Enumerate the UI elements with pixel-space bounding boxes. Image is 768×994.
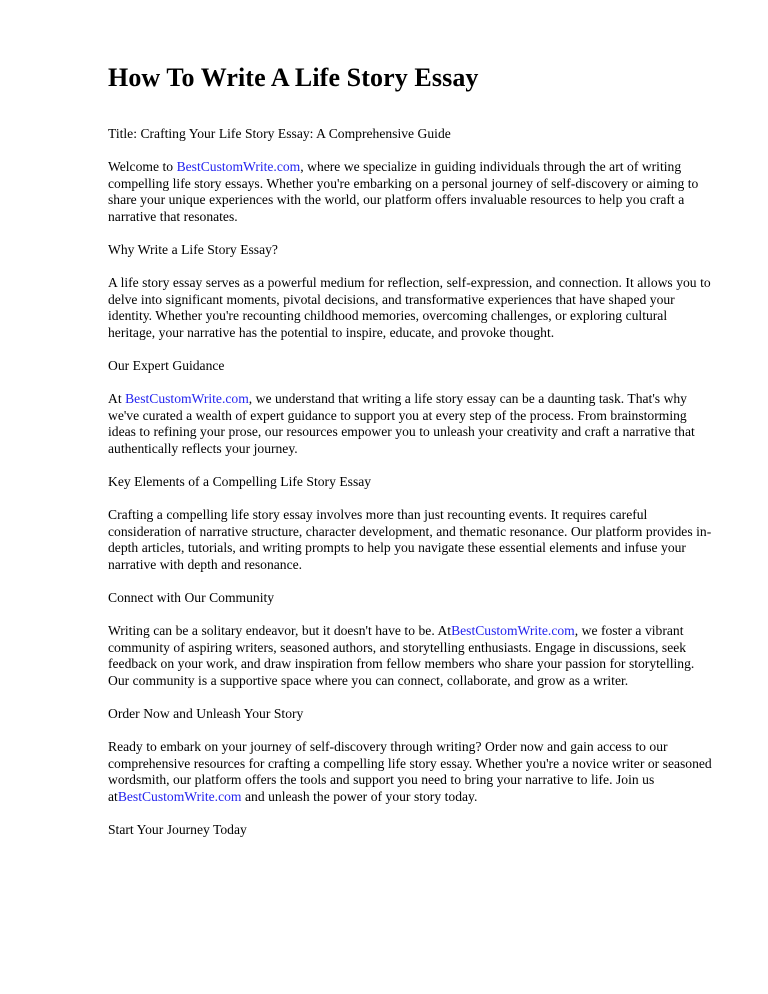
section-heading-start-journey: Start Your Journey Today	[108, 821, 247, 837]
community-text-before-link: Writing can be a solitary endeavor, but it doesn't have to be. At	[108, 622, 452, 638]
expert-guidance-paragraph	[108, 391, 714, 457]
section-heading-key-elements: Key Elements of a Compelling Life Story Essay	[108, 473, 372, 489]
order-now-paragraph	[108, 739, 714, 805]
intro-paragraph	[108, 159, 714, 225]
bestcustomwrite-link[interactable]: BestCustomWrite.com	[125, 391, 249, 407]
order-text-after-link: and unleash the power of your story today.	[241, 788, 478, 804]
guidance-text-after-link: , we understand that writing a life story essay can be a daunting task. That's why we've curated a wealth of expert guidance to support you at every step of the process. From brainstorming ideas to refining your prose, our resources empower you to unleash your creativity and craft a narrative that authentically reflects your journey.	[108, 391, 695, 456]
key-elements-paragraph: Crafting a compelling life story essay involves more than just recounting events. It requires careful consideration of narrative structure, character development, and thematic resonance. Our platform provides in-depth articles, tutorials, and writing prompts to help you navigate these essential elements and infuse your narrative with depth and resonance.	[108, 507, 712, 572]
section-heading-expert-guidance: Our Expert Guidance	[108, 357, 225, 373]
bestcustomwrite-link[interactable]: BestCustomWrite.com	[176, 159, 301, 175]
section-heading-community: Connect with Our Community	[108, 589, 275, 605]
section-heading-why-write: Why Write a Life Story Essay?	[108, 241, 278, 257]
order-text-before-link: Ready to embark on your journey of self-discovery through writing? Order now and gain access to our comprehensive resources for crafting a compelling life story essay. Whether you're a novice writer or seasoned wordsmith, our platform offers the tools and support you need to bring your narrative to life. Join us at	[108, 738, 712, 804]
section-heading-order-now: Order Now and Unleash Your Story	[108, 705, 304, 721]
subtitle-line: Title: Crafting Your Life Story Essay: A Comprehensive Guide	[108, 126, 451, 141]
intro-text-before-link: Welcome to	[108, 159, 177, 175]
bestcustomwrite-link[interactable]: BestCustomWrite.com	[451, 622, 575, 638]
community-text-after-link: , we foster a vibrant community of aspiring writers, seasoned authors, and storytelling enthusiasts. Engage in discussions, seek feedback on your work, and draw inspiration from fellow members who share your passion for storytelling. Our community is a supportive space where you can connect, collaborate, and grow as a writer.	[108, 622, 695, 688]
guidance-text-before-link: At	[108, 391, 126, 407]
page-title: How To Write A Life Story Essay	[108, 63, 479, 92]
community-paragraph	[108, 623, 714, 689]
document-body	[108, 126, 714, 855]
why-write-paragraph: A life story essay serves as a powerful medium for reflection, self-expression, and connection. It allows you to delve into significant moments, pivotal decisions, and transformative experiences that have shaped your identity. Whether you're recounting childhood memories, overcoming challenges, or exploring cultural heritage, your narrative has the potential to inspire, educate, and provoke thought.	[108, 275, 711, 340]
intro-text-after-link: , where we specialize in guiding individuals through the art of writing compelling life story essays. Whether you're embarking on a personal journey of self-discovery or aiming to share your unique experiences with the world, our platform offers invaluable resources to help you craft a narrative that resonates.	[108, 159, 699, 224]
bestcustomwrite-link[interactable]: BestCustomWrite.com	[117, 788, 242, 804]
